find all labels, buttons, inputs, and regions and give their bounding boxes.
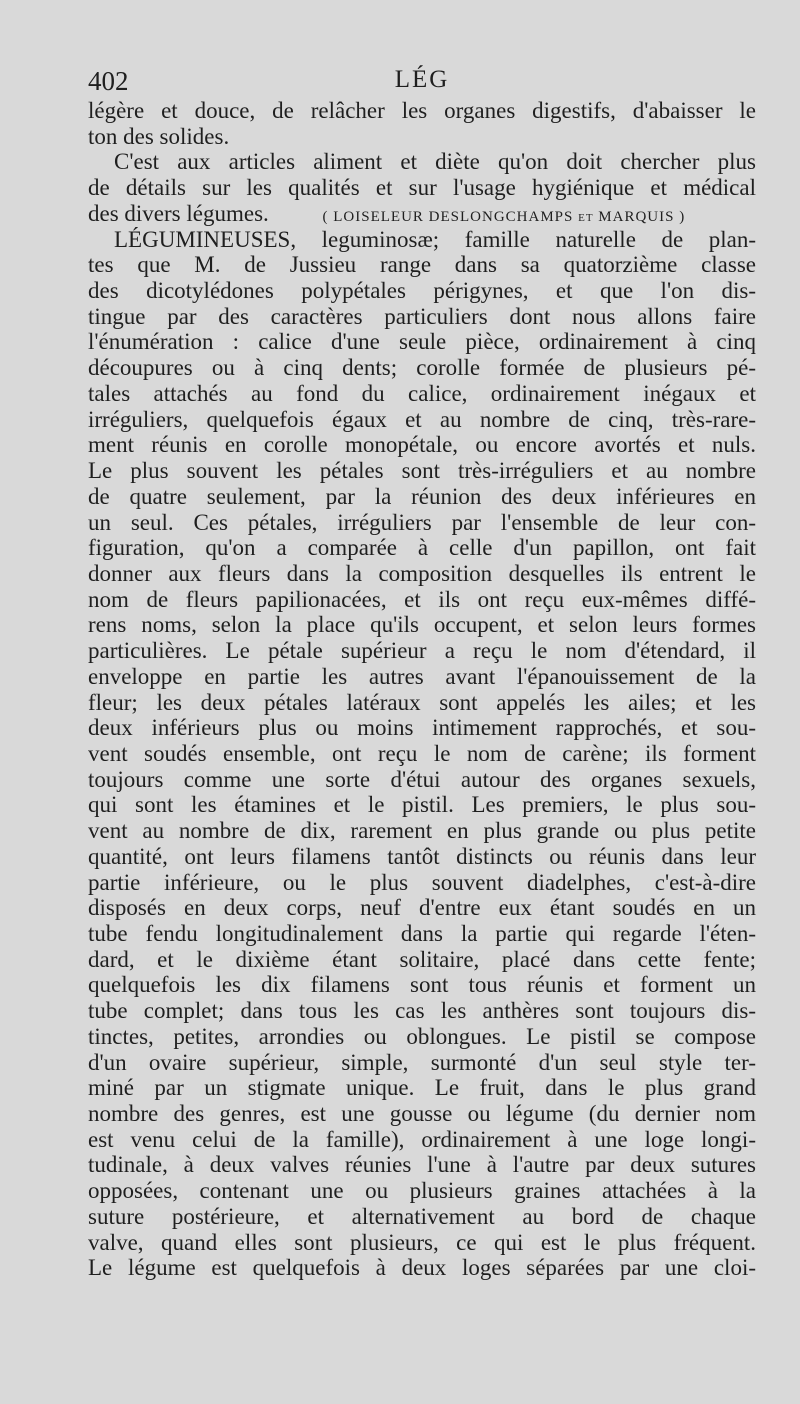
page-header (88, 66, 756, 100)
text-line: LÉGUMINEUSES, leguminosæ; famille naturelle de plan- (114, 226, 756, 252)
text-line: tes que M. de Jussieu range dans sa quatorzième classe (88, 252, 756, 278)
text-line: de quatre seulement, par la réunion des deux inférieures en (88, 483, 756, 509)
text-line: tales attachés au fond du calice, ordinairement inégaux et (88, 380, 756, 406)
body-text (88, 98, 756, 1281)
text-line: rens noms, selon la place qu'ils occupent, et selon leurs formes (88, 612, 756, 638)
text-line: nombre des genres, est une gousse ou légume (du dernier nom (88, 1101, 756, 1127)
text-line: tinctes, petites, arrondies ou oblongues. Le pistil se compose (88, 1023, 756, 1049)
text-line: deux inférieurs plus ou moins intimement rapprochés, et sou- (88, 715, 756, 741)
text-line: est venu celui de la famille), ordinairement à une loge longi- (88, 1126, 756, 1152)
text-line: d'un ovaire supérieur, simple, surmonté d'un seul style ter- (88, 1049, 756, 1075)
text-line: particulières. Le pétale supérieur a reçu le nom d'étendard, il (88, 638, 756, 664)
text-line: Le plus souvent les pétales sont très-irréguliers et au nombre (88, 458, 756, 484)
text-line: C'est aux articles aliment et diète qu'on doit chercher plus (114, 149, 756, 175)
text-line: de détails sur les qualités et sur l'usage hygiénique et médical (88, 175, 756, 201)
text-line: miné par un stigmate unique. Le fruit, dans le plus grand (88, 1075, 756, 1101)
text-line: valve, quand elles sont plusieurs, ce qui est le plus fréquent. (88, 1229, 756, 1255)
text-line: toujours comme une sorte d'étui autour des organes sexuels, (88, 766, 756, 792)
text-line: quelquefois les dix filamens sont tous réunis et forment un (88, 972, 756, 998)
text-line (88, 201, 756, 227)
text-line: un seul. Ces pétales, irréguliers par l'ensemble de leur con- (88, 509, 756, 535)
running-head: LÉG (394, 66, 450, 93)
text-line: irréguliers, quelquefois égaux et au nombre de cinq, très-rare- (88, 406, 756, 432)
attribution: ( LOISELEUR DESLONGCHAMPS et MARQUIS ) (322, 208, 686, 225)
text-line: légère et douce, de relâcher les organes digestifs, d'abaisser le (88, 98, 756, 123)
text-line: disposés en deux corps, neuf d'entre eux étant soudés en un (88, 895, 756, 921)
text-line: donner aux fleurs dans la composition desquelles ils entrent le (88, 560, 756, 586)
text-line: ton des solides. (88, 123, 230, 149)
text-line: tube fendu longitudinalement dans la partie qui regarde l'éten- (88, 921, 756, 946)
text-line: figuration, qu'on a comparée à celle d'un papillon, ont fait (88, 535, 756, 561)
text-line: fleur; les deux pétales latéraux sont appelés les ailes; et les (88, 689, 756, 715)
page-number: 402 (88, 66, 129, 96)
text-line: dard, et le dixième étant solitaire, placé dans cette fente; (88, 946, 756, 972)
text-line: des dicotylédones polypétales périgynes, et que l'on dis- (88, 278, 756, 304)
text-line: tingue par des caractères particuliers dont nous allons faire (88, 303, 756, 329)
text-line-part: des divers légumes. (88, 200, 269, 226)
text-line: vent au nombre de dix, rarement en plus grande ou plus petite (88, 818, 756, 844)
text-line: enveloppe en partie les autres avant l'épanouissement de la (88, 663, 756, 689)
text-line: tube complet; dans tous les cas les anthères sont toujours dis- (88, 998, 756, 1024)
text-line: suture postérieure, et alternativement au bord de chaque (88, 1203, 756, 1229)
text-line: découpures ou à cinq dents; corolle formée de plusieurs pé- (88, 355, 756, 381)
text-line: Le légume est quelquefois à deux loges séparées par une cloi- (88, 1255, 756, 1281)
text-line: quantité, ont leurs filamens tantôt distincts ou réunis dans leur (88, 843, 756, 869)
text-line: l'énumération : calice d'une seule pièce, ordinairement à cinq (88, 329, 756, 355)
text-line: partie inférieure, ou le plus souvent diadelphes, c'est-à-dire (88, 869, 756, 895)
text-line: qui sont les étamines et le pistil. Les premiers, le plus sou- (88, 792, 756, 818)
text-line: ment réunis en corolle monopétale, ou encore avortés et nuls. (88, 432, 756, 458)
text-line: nom de fleurs papilionacées, et ils ont reçu eux-mêmes diffé- (88, 586, 756, 612)
text-line: opposées, contenant une ou plusieurs graines attachées à la (88, 1178, 756, 1204)
text-line: vent soudés ensemble, ont reçu le nom de carène; ils forment (88, 740, 756, 766)
text-line: tudinale, à deux valves réunies l'une à l'autre par deux sutures (88, 1152, 756, 1178)
